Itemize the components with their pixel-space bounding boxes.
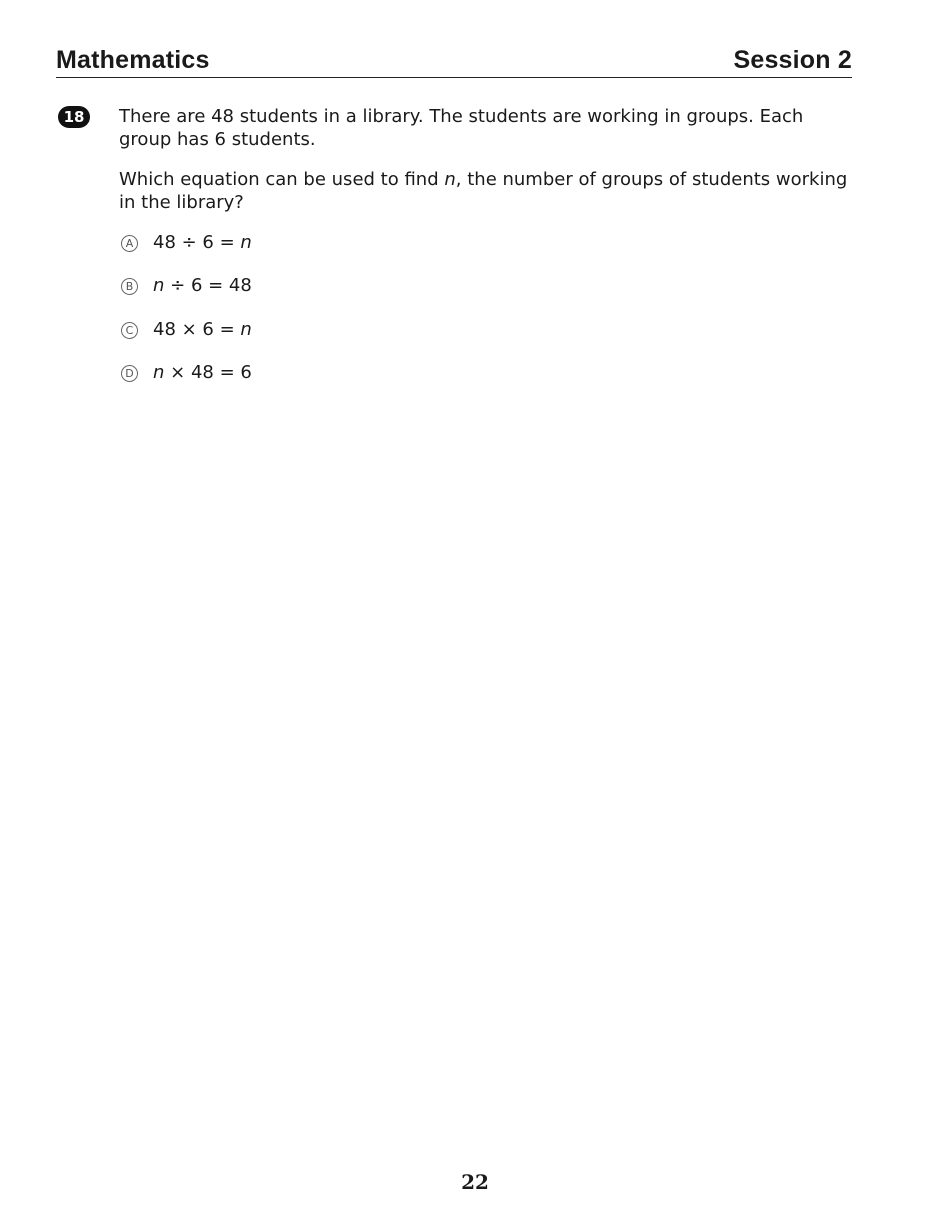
prompt-text-after: , the number of groups of students working in the library? <box>119 169 848 213</box>
answer-choices <box>119 232 849 385</box>
question-prompt <box>119 169 849 214</box>
session-label: Session 2 <box>733 46 852 74</box>
choice-c-bubble[interactable]: C <box>121 322 138 339</box>
choice-a-equation: 48 ÷ 6 = n <box>153 231 252 253</box>
choice-c-equation: 48 × 6 = n <box>153 318 252 340</box>
choice-a-bubble[interactable]: A <box>121 235 138 252</box>
question-number-badge: 18 <box>58 106 90 128</box>
choice-a[interactable] <box>119 232 849 254</box>
page-header <box>56 44 852 78</box>
subject-title: Mathematics <box>56 46 210 74</box>
choice-c[interactable] <box>119 319 849 341</box>
choice-d[interactable] <box>119 363 849 385</box>
question-stem: There are 48 students in a library. The students are working in groups. Each group has 6 students. <box>119 106 804 150</box>
page-number: 22 <box>461 1170 489 1194</box>
question-block <box>119 106 849 406</box>
choice-d-bubble[interactable]: D <box>121 365 138 382</box>
choice-b-bubble[interactable]: B <box>121 278 138 295</box>
choice-b-equation: n ÷ 6 = 48 <box>153 275 252 297</box>
choice-d-equation: n × 48 = 6 <box>153 362 252 384</box>
choice-b[interactable] <box>119 276 849 298</box>
prompt-variable: n <box>444 169 456 190</box>
prompt-text-before: Which equation can be used to find <box>119 169 445 190</box>
